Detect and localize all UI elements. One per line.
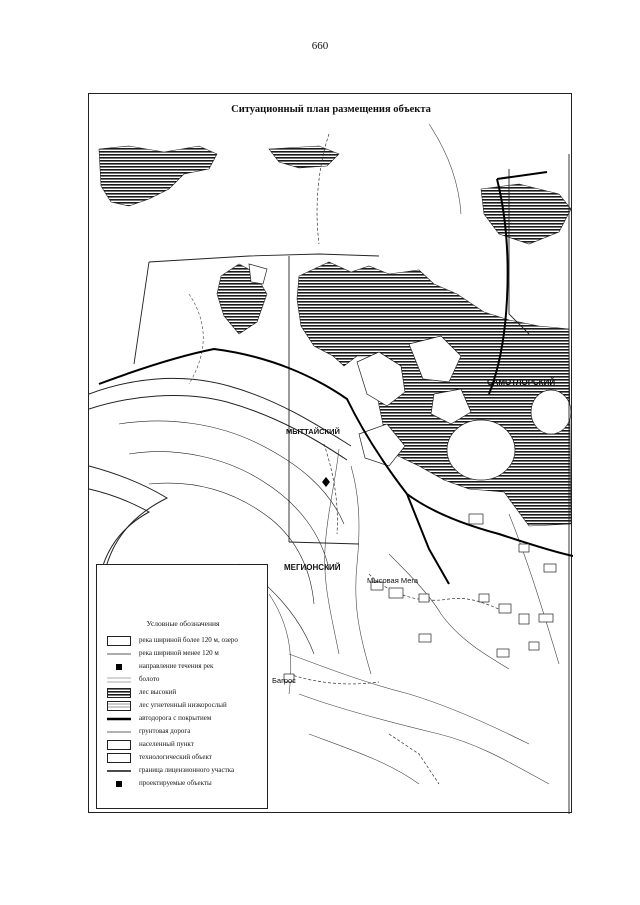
legend-item [107,765,265,777]
legend-item [107,713,265,725]
projected-object-symbol-icon [107,779,131,789]
dirt-road-symbol-icon [107,727,131,737]
technological-object-symbol-icon [107,753,131,763]
legend-label: грунтовая дорога [139,727,191,735]
river-narrow-symbol-icon [107,649,131,659]
legend-label: населенный пункт [139,740,194,748]
legend-label: река шириной менее 120 м [139,649,219,657]
legend-item [107,739,265,751]
map-title: Ситуационный план размещения объекта [231,104,431,115]
high-forest-symbol-icon [107,688,131,698]
stunted-forest-symbol-icon [107,701,131,711]
swamp-symbol-icon [107,675,131,685]
legend-item [107,635,265,647]
place-label-bagras: Багрос [272,676,296,685]
paved-road-symbol-icon [107,714,131,724]
legend-item [107,648,265,660]
legend-item [107,726,265,738]
legend-label: автодорога с покрытием [139,714,212,722]
place-label-samotlor: САМОТЛОРСКИЙ [487,378,556,387]
legend-label: граница лицензионного участка [139,766,235,774]
legend-item [107,700,265,712]
license-boundary-symbol-icon [107,766,131,776]
legend-label: лес угнетенный низкорослый [139,701,227,709]
place-label-megion: МЕГИОНСКИЙ [284,563,341,572]
map-legend [96,564,268,809]
legend-label: река шириной более 120 м, озеро [139,636,238,644]
legend-item [107,778,265,790]
legend-label: лес высокий [139,688,177,696]
place-label-mysovaya: Мысовая Мега [367,576,419,585]
projected-object-marker [322,477,330,487]
legend-item [107,752,265,764]
page-number: 660 [311,40,329,52]
legend-label: болото [139,675,160,683]
river-wide-lake-symbol-icon [107,636,131,646]
settlement-symbol-icon [107,740,131,750]
place-label-myt: МЫТТАЙСКИЙ [286,427,340,436]
legend-label: проектируемые объекты [139,779,212,787]
map-frame [88,93,572,813]
legend-title: Условные обозначения [146,619,220,628]
legend-item [107,661,265,673]
legend-item [107,674,265,686]
legend-label: направление течения рек [139,662,214,670]
flow-direction-symbol-icon [107,662,131,672]
legend-label: технологический объект [139,753,212,761]
legend-item [107,687,265,699]
